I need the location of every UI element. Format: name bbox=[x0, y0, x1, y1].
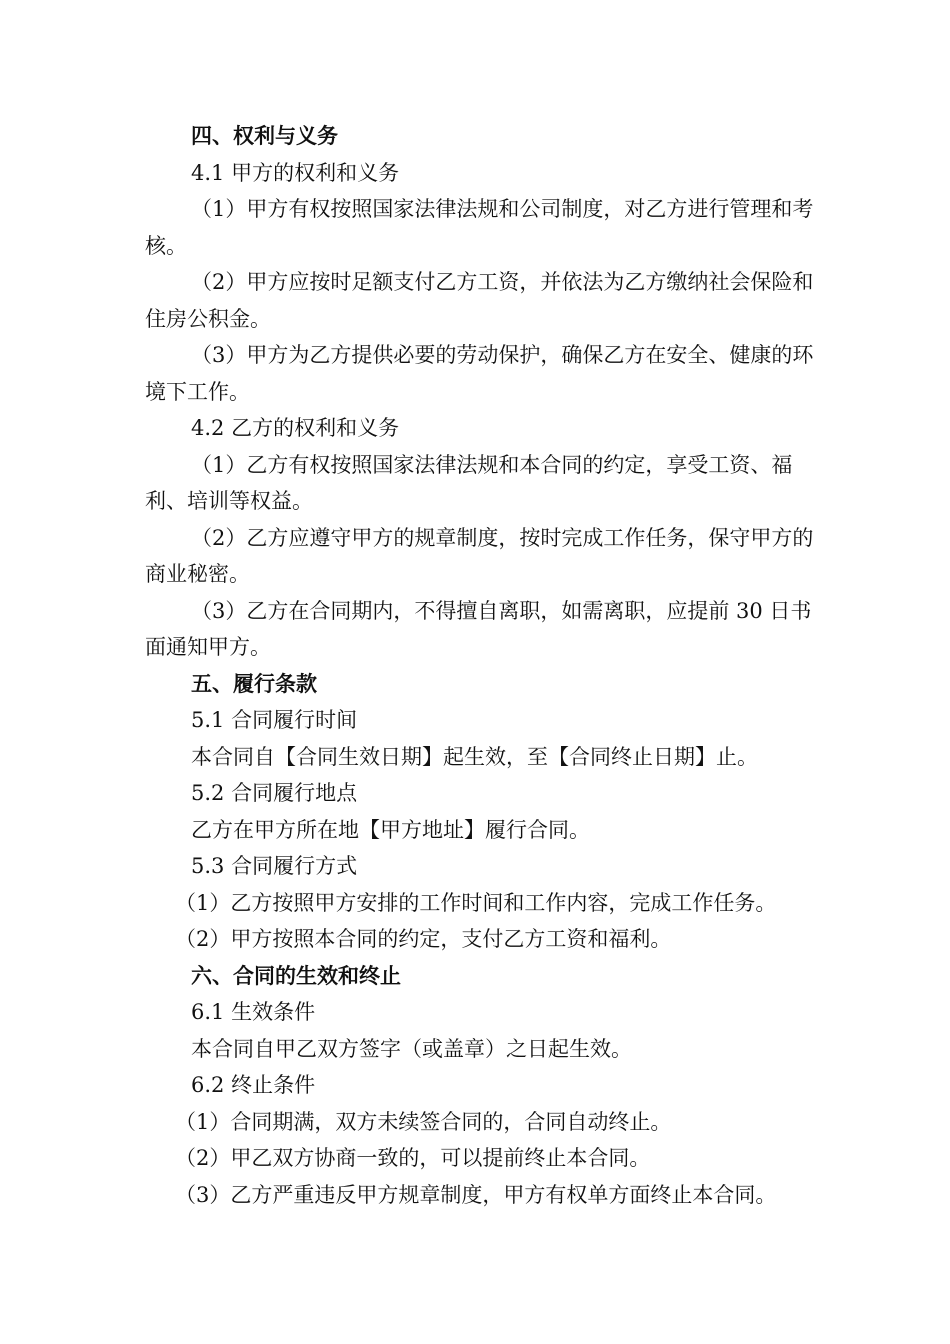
subsection-title-termination-conditions: 6.2 终止条件 bbox=[191, 1073, 316, 1097]
clause-item: （1）合同期满，双方未续签合同的，合同自动终止。 bbox=[175, 1109, 672, 1134]
subsection-title-performance-method: 5.3 合同履行方式 bbox=[191, 854, 358, 878]
clause-item: （2）甲方按照本合同的约定，支付乙方工资和福利。 bbox=[175, 927, 672, 951]
clause-item: （1）乙方有权按照国家法律法规和本合同的约定，享受工资、福利、培训等权益。 bbox=[145, 452, 793, 513]
clause-item: （3）甲方为乙方提供必要的劳动保护，确保乙方在安全、健康的环境下工作。 bbox=[145, 343, 814, 404]
document-body bbox=[145, 118, 815, 1213]
clause-item: （1）乙方按照甲方安排的工作时间和工作内容，完成工作任务。 bbox=[175, 890, 777, 915]
subsection-title-party-b: 4.2 乙方的权利和义务 bbox=[191, 416, 400, 440]
clause-item: （2）乙方应遵守甲方的规章制度，按时完成工作任务，保守甲方的商业秘密。 bbox=[145, 525, 814, 586]
clause-item: （2）甲方应按时足额支付乙方工资，并依法为乙方缴纳社会保险和住房公积金。 bbox=[145, 270, 814, 331]
section-heading-rights-obligations: 四、权利与义务 bbox=[191, 123, 338, 148]
clause-item: （1）甲方有权按照国家法律法规和公司制度，对乙方进行管理和考核。 bbox=[145, 197, 814, 258]
clause-text: 本合同自【合同生效日期】起生效，至【合同终止日期】止。 bbox=[191, 744, 758, 769]
subsection-title-performance-time: 5.1 合同履行时间 bbox=[191, 708, 358, 732]
section-heading-effect-termination: 六、合同的生效和终止 bbox=[191, 962, 401, 988]
clause-text: 乙方在甲方所在地【甲方地址】履行合同。 bbox=[191, 817, 590, 842]
clause-text: 本合同自甲乙双方签字（或盖章）之日起生效。 bbox=[191, 1036, 632, 1061]
clause-item: （3）乙方严重违反甲方规章制度，甲方有权单方面终止本合同。 bbox=[175, 1182, 777, 1207]
subsection-title-effective-conditions: 6.1 生效条件 bbox=[191, 1000, 316, 1024]
clause-item: （3）乙方在合同期内，不得擅自离职，如需离职，应提前 30 日书面通知甲方。 bbox=[145, 598, 812, 659]
subsection-title-party-a: 4.1 甲方的权利和义务 bbox=[191, 160, 400, 185]
clause-item: （2）甲乙双方协商一致的，可以提前终止本合同。 bbox=[175, 1146, 651, 1170]
section-heading-performance: 五、履行条款 bbox=[191, 670, 317, 696]
subsection-title-performance-place: 5.2 合同履行地点 bbox=[191, 781, 358, 805]
